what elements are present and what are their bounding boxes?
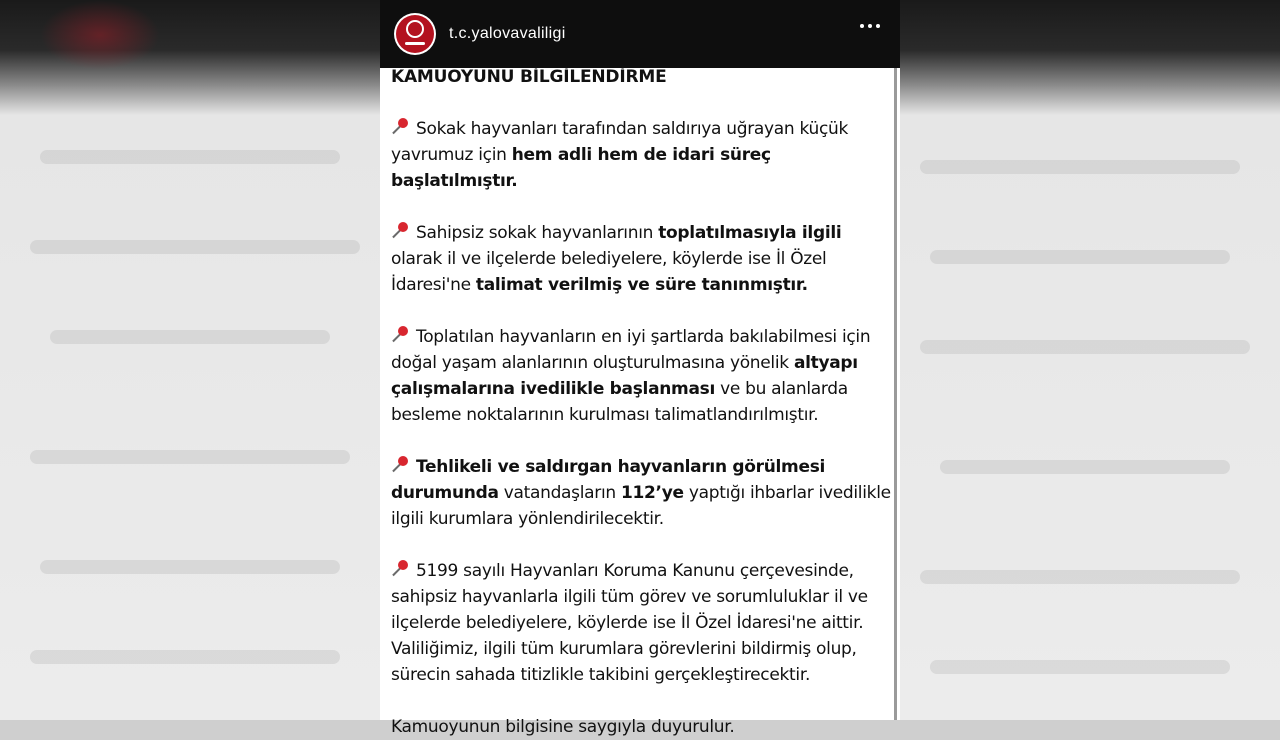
scrollbar[interactable] bbox=[894, 68, 897, 720]
paragraph-2: Sahipsiz sokak hayvanlarının toplatılmasıyla ilgili olarak il ve ilçelerde belediyelere, köylerde ise İl Özel İdaresi'ne talimat verilmiş ve süre tanınmıştır. bbox=[391, 223, 842, 295]
account-avatar[interactable] bbox=[394, 13, 436, 55]
post-header bbox=[380, 0, 900, 68]
pushpin-icon bbox=[391, 222, 409, 240]
paragraph-5: 5199 sayılı Hayvanları Koruma Kanunu çerçevesinde, sahipsiz hayvanlarla ilgili tüm görev ve sorumluluklar il ve ilçelerde belediyelere, köylerde ise İl Özel İdaresi'ne aittir. Valiliğimiz, ilgili tüm kurumlara görevlerini bildirmiş olup, sürecin sahada titizlikle takibini gerçekleştirecektir. bbox=[391, 561, 868, 685]
paragraph-1: Sokak hayvanları tarafından saldırıya uğrayan küçük yavrumuz için hem adli hem de idari süreç başlatılmıştır. bbox=[391, 119, 849, 191]
blurred-background-right bbox=[900, 0, 1280, 720]
blurred-background-left bbox=[0, 0, 380, 720]
closing-line: Kamuoyunun bilgisine saygıyla duyurulur. bbox=[391, 717, 735, 737]
pushpin-icon bbox=[391, 456, 409, 474]
pushpin-icon bbox=[391, 118, 409, 136]
post-caption bbox=[391, 64, 891, 740]
paragraph-3: Toplatılan hayvanların en iyi şartlarda bakılabilmesi için doğal yaşam alanlarının oluşturulmasına yönelik altyapı çalışmalarına ivedilikle başlanması ve bu alanlarda besleme noktalarının kurulması talimatlandırılmıştır. bbox=[391, 327, 871, 425]
paragraph-4: Tehlikeli ve saldırgan hayvanların görülmesi durumunda vatandaşların 112’ye yaptığı ihbarlar ivedilikle ilgili kurumlara yönlendirilecektir. bbox=[391, 457, 891, 529]
more-options-icon[interactable] bbox=[860, 24, 880, 28]
emblem-icon bbox=[396, 15, 434, 53]
pushpin-icon bbox=[391, 326, 409, 344]
instagram-post bbox=[380, 0, 900, 737]
pushpin-icon bbox=[391, 560, 409, 578]
post-title: KAMUOYUNU BİLGİLENDİRME bbox=[391, 67, 667, 87]
account-username[interactable]: t.c.yalovavaliligi bbox=[449, 25, 566, 42]
